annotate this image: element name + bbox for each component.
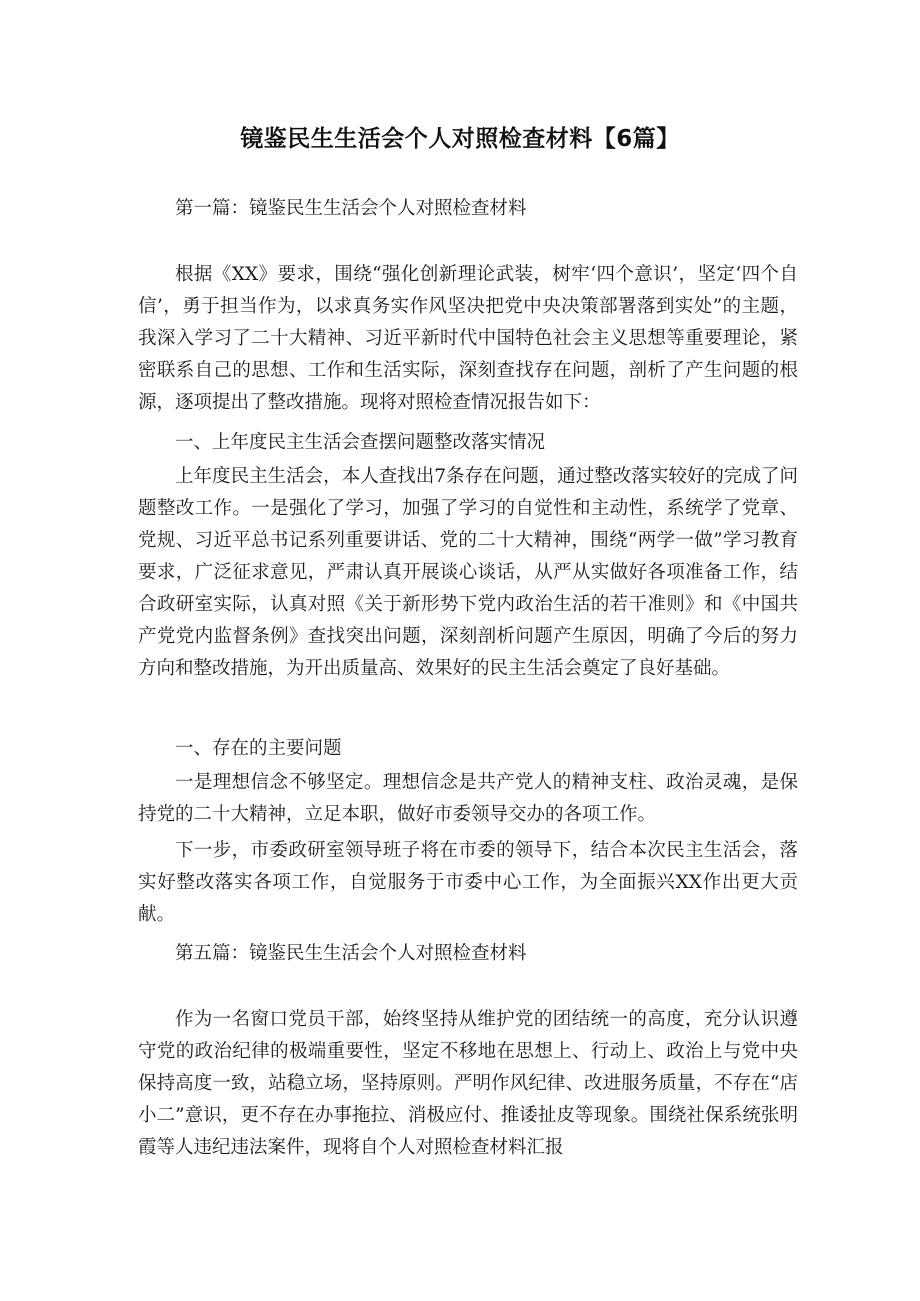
section-heading-part-one: 第一篇：镜鉴民生生活会个人对照检查材料 <box>175 198 527 219</box>
section-heading-rectification: 一、上年度民主生活会查摆问题整改落实情况 <box>175 432 546 453</box>
paragraph-ideals: 一是理想信念不够坚定。理想信念是共产党人的精神支柱、政治灵魂，是保持党的二十大精神，立足本职，做好市委领导交办的各项工作。 <box>138 772 798 825</box>
paragraph-part-five: 作为一名窗口党员干部，始终坚持从维护党的团结统一的高度，充分认识遵守党的政治纪律的极端重要性，坚定不移地在思想上、行动上、政治上与党中央保持高度一致，站稳立场，坚持原则。严明作风纪律、改进服务质量，不存在“店小二”意识，更不存在办事拖拉、消极应付、推诿扯皮等现象。围绕社保系统张明霞等人违纪违法案件，现将自个人对照检查材料汇报 <box>138 1009 798 1158</box>
paragraph-intro: 根据《XX》要求，围绕“强化创新理论武装，树牢‘四个意识’，坚定‘四个自信’，勇于担当作为，以求真务实作风坚决把党中央决策部署落到实处”的主题，我深入学习了二十大精神、习近平新时代中国特色社会主义思想等重要理论，紧密联系自己的思想、工作和生活实际，深刻查找存在问题，剖析了产生问题的根源，逐项提出了整改措施。现将对照检查情况报告如下： <box>138 264 798 413</box>
document-title: 镜鉴民生生活会个人对照检查材料【6篇】 <box>240 126 680 152</box>
section-heading-part-five: 第五篇：镜鉴民生生活会个人对照检查材料 <box>175 943 527 964</box>
paragraph-next-step: 下一步，市委政研室领导班子将在市委的领导下，结合本次民主生活会，落实好整改落实各项工作，自觉服务于市委中心工作，为全面振兴XX作出更大贡献。 <box>138 840 798 925</box>
section-heading-main-problems: 一、存在的主要问题 <box>175 738 342 759</box>
paragraph-rectification: 上年度民主生活会，本人查找出7条存在问题，通过整改落实较好的完成了问题整改工作。一是强化了学习，加强了学习的自觉性和主动性，系统学了党章、党规、习近平总书记系列重要讲话、党的二十大精神，围绕“两学一做”学习教育要求，广泛征求意见，严肃认真开展谈心谈话，从严从实做好各项准备工作，结合政研室实际，认真对照《关于新形势下党内政治生活的若干准则》和《中国共产党党内监督条例》查找突出问题，深刻剖析问题产生原因，明确了今后的努力方向和整改措施，为开出质量高、效果好的民主生活会奠定了良好基础。 <box>138 466 798 679</box>
